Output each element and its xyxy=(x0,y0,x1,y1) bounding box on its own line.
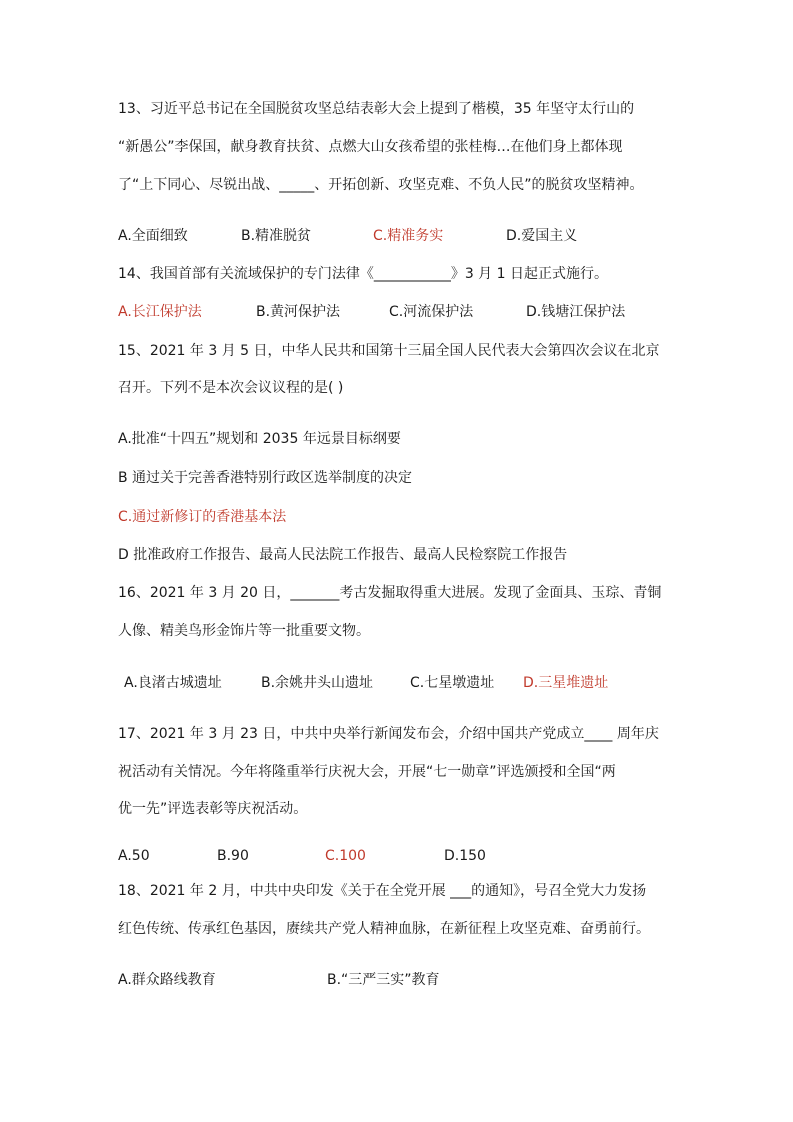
q16-option-b: B.余姚井头山遗址 xyxy=(261,675,374,691)
q14-option-a-answer: A.长江保护法 xyxy=(118,304,202,320)
q18-option-b: B.“三严三实”教育 xyxy=(327,972,440,988)
q15-line-2: 召开。下列不是本次会议议程的是( ) xyxy=(118,380,344,396)
q13-line-3: 了“上下同心、尽锐出战、_____、开拓创新、攻坚克难、不负人民”的脱贫攻坚精神。 xyxy=(118,177,644,193)
q13-line-2: “新愚公”李保国，献身教育扶贫、点燃大山女孩希望的张桂梅…在他们身上都体现 xyxy=(118,139,623,155)
q14-option-d: D.钱塘江保护法 xyxy=(526,304,626,320)
q13-option-d: D.爱国主义 xyxy=(506,228,578,244)
q15-option-c-answer: C.通过新修订的香港基本法 xyxy=(118,509,287,525)
q18-line-1: 18、2021 年 2 月，中共中央印发《关于在全党开展 ___的通知》，号召全党大力发扬 xyxy=(118,883,647,899)
q15-option-a: A.批准“十四五”规划和 2035 年远景目标纲要 xyxy=(118,431,401,447)
q17-option-a: A.50 xyxy=(118,848,150,864)
q15-option-d: D 批准政府工作报告、最高人民法院工作报告、最高人民检察院工作报告 xyxy=(118,547,568,563)
q13-option-b: B.精准脱贫 xyxy=(241,228,312,244)
q16-option-a: A.良渚古城遗址 xyxy=(124,675,222,691)
q17-line-1: 17、2021 年 3 月 23 日，中共中央举行新闻发布会，介绍中国共产党成立____ 周年庆 xyxy=(118,726,659,742)
q16-option-d-answer: D.三星堆遗址 xyxy=(523,675,609,691)
q14-line-1: 14、我国首部有关流域保护的专门法律《___________》3 月 1 日起正式施行。 xyxy=(118,266,608,282)
q14-option-c: C.河流保护法 xyxy=(389,304,474,320)
q17-line-3: 优一先”评选表彰等庆祝活动。 xyxy=(118,801,308,817)
q18-line-2: 红色传统、传承红色基因，赓续共产党人精神血脉，在新征程上攻坚克难、奋勇前行。 xyxy=(118,921,650,937)
q13-option-c-answer: C.精准务实 xyxy=(373,228,444,244)
q16-option-c: C.七星墩遗址 xyxy=(410,675,495,691)
q16-line-2: 人像、精美鸟形金饰片等一批重要文物。 xyxy=(118,623,370,639)
q17-option-b: B.90 xyxy=(217,848,249,864)
q14-option-b: B.黄河保护法 xyxy=(256,304,341,320)
q13-option-a: A.全面细致 xyxy=(118,228,188,244)
q17-line-2: 祝活动有关情况。今年将隆重举行庆祝大会，开展“七一勋章”评选颁授和全国“两 xyxy=(118,764,616,780)
q18-option-a: A.群众路线教育 xyxy=(118,972,216,988)
q13-line-1: 13、习近平总书记在全国脱贫攻坚总结表彰大会上提到了楷模，35 年坚守太行山的 xyxy=(118,101,635,117)
q16-line-1: 16、2021 年 3 月 20 日，_______考古发掘取得重大进展。发现了金面具、玉琮、青铜 xyxy=(118,585,662,601)
q17-option-d: D.150 xyxy=(444,848,486,864)
q15-option-b: B 通过关于完善香港特别行政区选举制度的决定 xyxy=(118,470,413,486)
q15-line-1: 15、2021 年 3 月 5 日，中华人民共和国第十三届全国人民代表大会第四次会议在北京 xyxy=(118,343,660,359)
q17-option-c-answer: C.100 xyxy=(325,848,366,864)
